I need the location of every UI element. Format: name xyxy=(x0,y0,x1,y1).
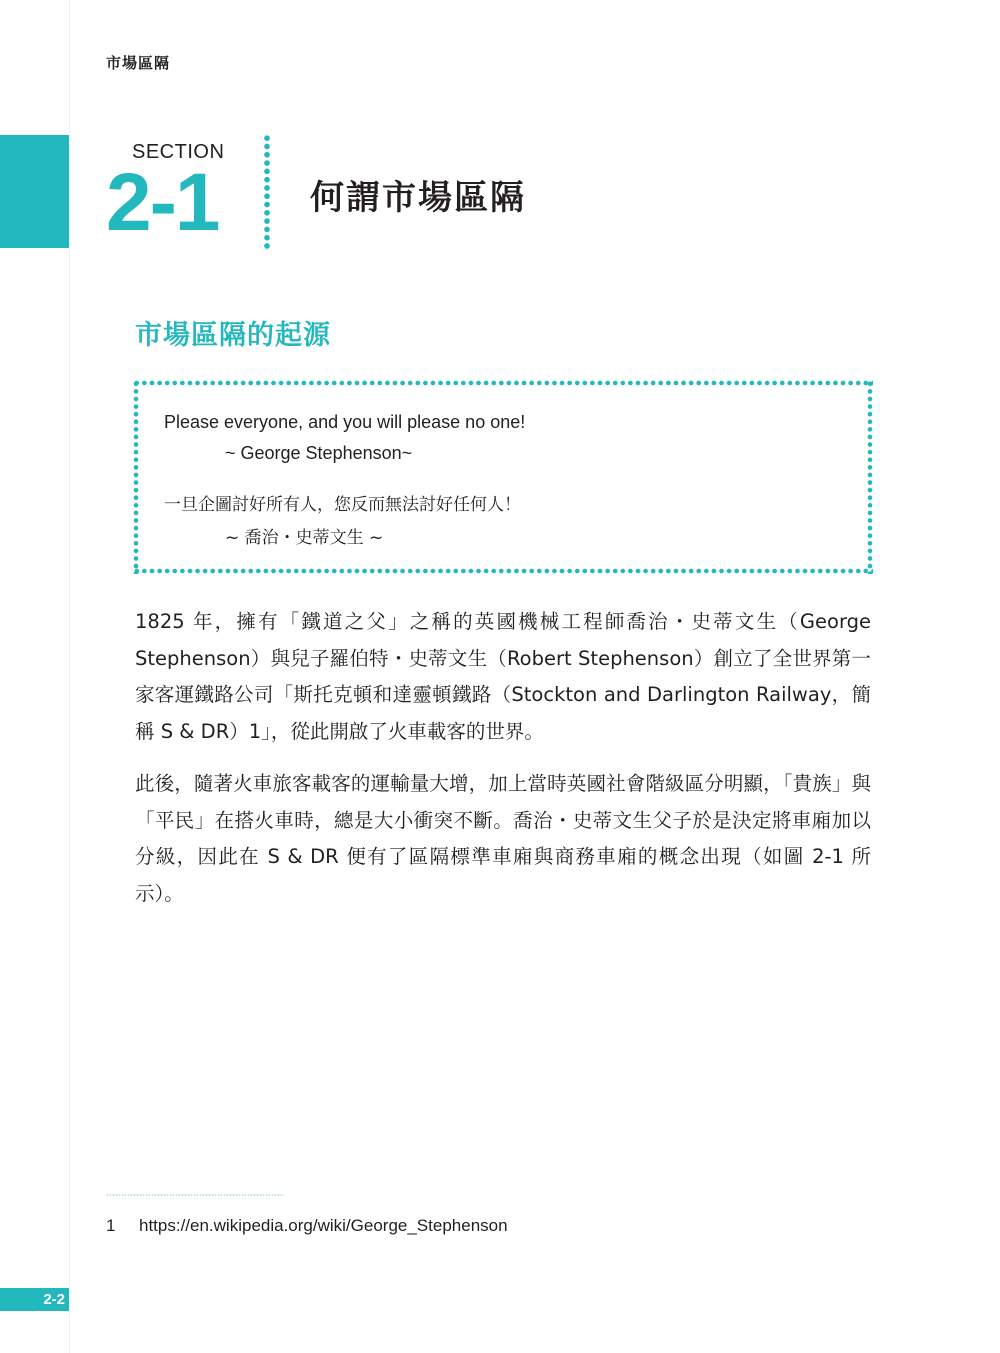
page-number: 2-2 xyxy=(0,1288,69,1311)
footnote-link[interactable]: https://en.wikipedia.org/wiki/George_Stephenson xyxy=(139,1216,508,1235)
dotted-divider xyxy=(263,134,271,250)
quote-box-border-right xyxy=(867,380,873,574)
body-paragraph-2: 此後，隨著火車旅客載客的運輸量大增，加上當時英國社會階級區分明顯，「貴族」與「平民」在搭火車時，總是大小衝突不斷。喬治・史蒂文生父子於是決定將車廂加以分級，因此在 S & DR 便有了區隔標準車廂與商務車廂的概念出現（如圖 2-1 所示）。 xyxy=(135,772,871,905)
subheading: 市場區隔的起源 xyxy=(135,320,331,351)
quote-box xyxy=(133,380,873,574)
footnote-number: 1 xyxy=(106,1216,116,1235)
section-label: SECTION xyxy=(132,141,225,163)
quote-chinese-attribution: ~ 喬治・史蒂文生 ~ xyxy=(225,528,384,548)
quote-box-border-bottom xyxy=(133,568,873,574)
quote-english: Please everyone, and you will please no one! xyxy=(164,412,526,432)
section-number: 2-1 xyxy=(106,157,219,248)
running-head: 市場區隔 xyxy=(106,54,171,72)
body-paragraph-1: 1825 年，擁有「鐵道之父」之稱的英國機械工程師喬治・史蒂文生（George Stephenson）與兒子羅伯特・史蒂文生（Robert Stephenson）創立了全世界第一家客運鐵路公司「斯托克頓和達靈頓鐵路（Stockton and Darlington Railway，簡稱 S & DR）1」，從此開啟了火車載客的世界。 xyxy=(135,610,871,743)
page-margin-line xyxy=(69,0,70,1353)
footnote-rule xyxy=(106,1194,284,1196)
section-title: 何謂市場區隔 xyxy=(310,178,526,218)
footnote xyxy=(106,1216,508,1236)
quote-english-attribution: ~ George Stephenson~ xyxy=(225,443,413,463)
quote-box-border-left xyxy=(133,380,139,574)
quote-chinese: 一旦企圖討好所有人，您反而無法討好任何人！ xyxy=(164,495,521,515)
quote-box-border-top xyxy=(133,380,873,386)
section-side-tab xyxy=(0,135,69,248)
